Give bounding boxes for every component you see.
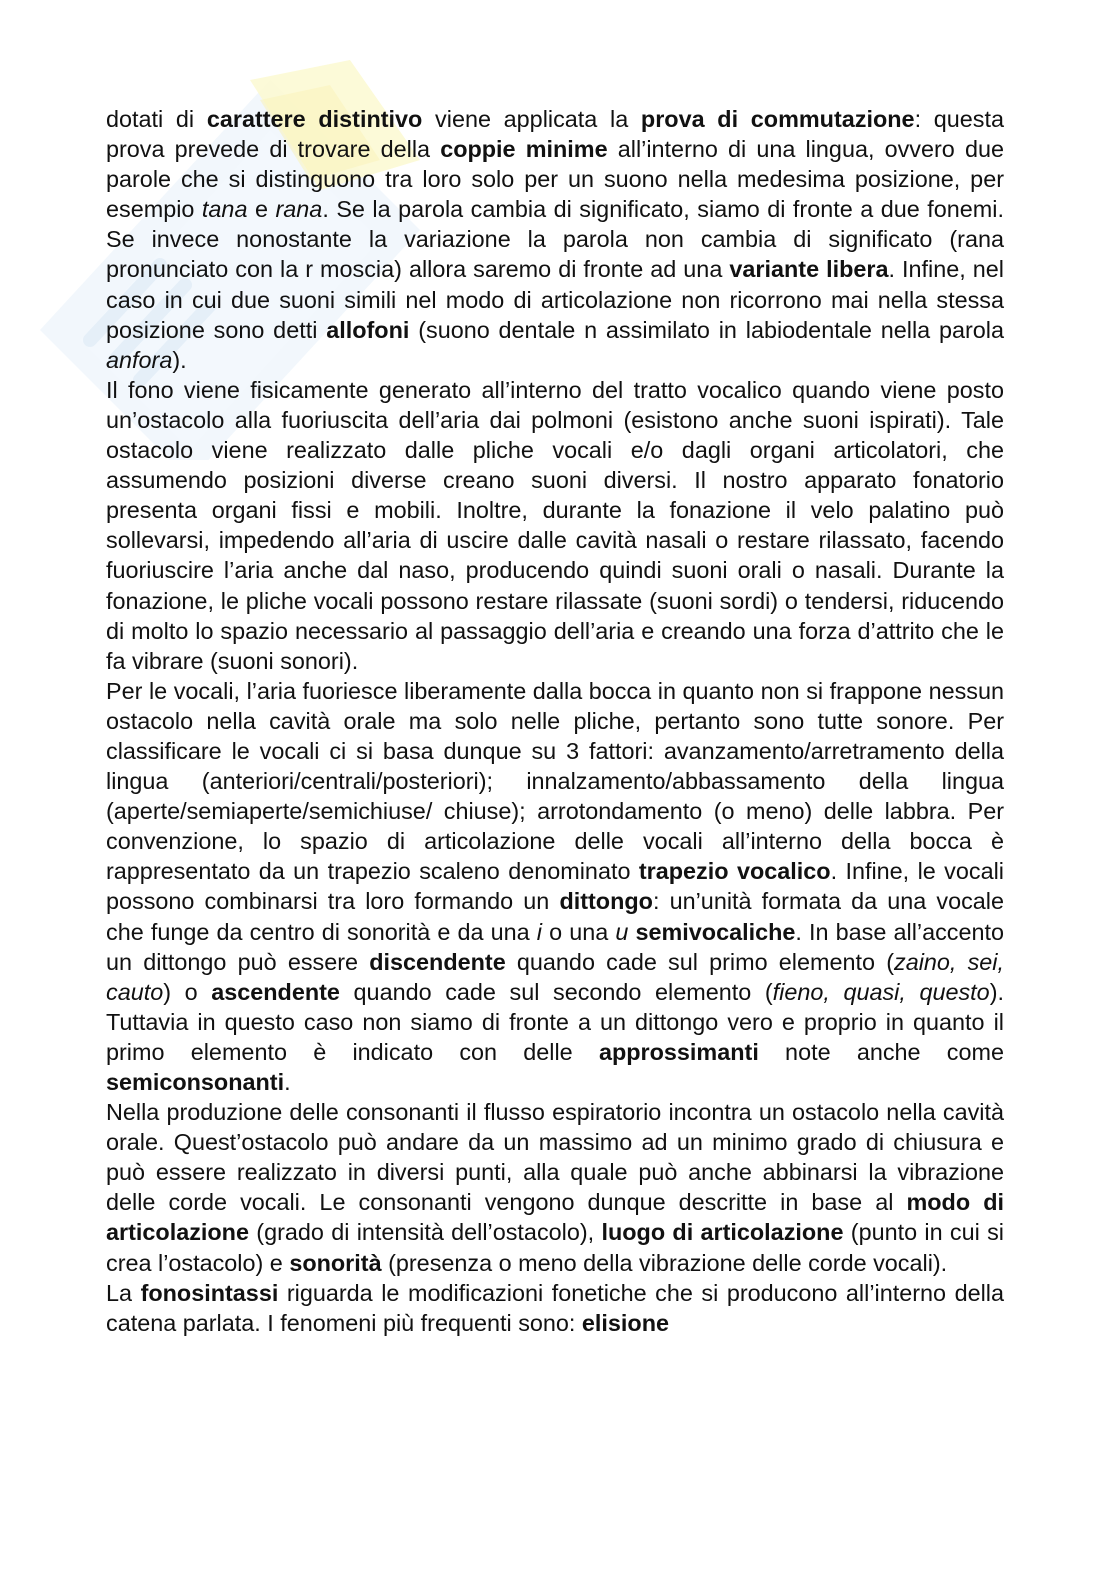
text-run: La (106, 1279, 141, 1306)
bold-term: elisione (581, 1309, 670, 1336)
text-run: e (247, 196, 276, 223)
bold-term: allofoni (326, 316, 410, 343)
bold-term: ascendente (211, 978, 340, 1005)
text-run: (presenza o meno della vibrazione delle corde vocali). (381, 1249, 948, 1276)
text-run: riguarda le modificazioni fonetiche che si producono all’interno della catena parlata. I fenomeni più frequenti sono: (106, 1279, 1004, 1336)
text-run: quando cade sul primo elemento ( (505, 948, 894, 975)
bold-term: dittongo (559, 888, 653, 915)
paragraph-p1 (106, 104, 1004, 375)
bold-term: carattere distintivo (206, 106, 423, 132)
text-run: ). (172, 346, 187, 373)
bold-term: variante libera (729, 256, 889, 283)
bold-term: prova di commutazione (640, 106, 915, 132)
text-run: ) o (163, 978, 212, 1005)
text-run: . Infine, nel caso in cui due suoni simili nel modo di articolazione non ricorrono mai nella stessa posizione sono detti (106, 256, 1004, 343)
text-run: Il fono viene fisicamente generato all’interno del tratto vocalico quando viene posto un’ostacolo alla fuoriuscita dell’aria dai polmoni (esistono anche suoni ispirati). Tale ostacolo viene realizzato dalle pliche vocali e/o dagli organi articolatori, che assumendo posizioni diverse creano suoni diversi. Il nostro apparato fonatorio presenta organi fissi e mobili. Inoltre, durante la fonazione il velo palatino può sollevarsi, impedendo all’aria di uscire dalle cavità nasali o restare rilassato, facendo fuoriuscire l’aria anche dal naso, producendo quindi suoni orali o nasali. Durante la fonazione, le pliche vocali possono restare rilassate (suoni sordi) o tendersi, riducendo di molto lo spazio necessario al passaggio dell’aria e creando una forza d’attrito che le fa vibrare (suoni sonori). (106, 376, 1004, 674)
text-run: . In base all’accento un dittongo può essere (106, 918, 1005, 975)
italic-example: rana (275, 196, 323, 223)
text-run: viene applicata la (422, 106, 641, 132)
text-run: (grado di intensità dell’ostacolo), (248, 1219, 602, 1246)
text-run: all’interno di una lingua, ovvero due parole che si distinguono tra loro solo per un suono nella medesima posizione, per esempio (106, 136, 1004, 223)
bold-term: semivocaliche (635, 918, 796, 945)
text-run: Per le vocali, l’aria fuoriesce liberamente dalla bocca in quanto non si frappone nessun ostacolo nella cavità orale ma solo nelle pliche, pertanto sono tutte sonore. Per classificare le vocali ci si basa dunque su 3 fattori: avanzamento/arretramento della lingua (anteriori/centrali/posteriori); innalzamento/abbassamento della lingua (aperte/semiaperte/semichiuse/ chiuse); arrotondamento (o meno) delle labbra. Per convenzione, lo spazio di articolazione delle vocali all’interno della bocca è rappresentato da un trapezio scaleno denominato (106, 677, 1004, 885)
text-run: quando cade sul secondo elemento ( (339, 978, 773, 1005)
text-run: : un’unità formata da una vocale che funge da centro di sonorità e da una (106, 888, 1004, 945)
bold-term: approssimanti (598, 1038, 759, 1065)
text-run: . (284, 1069, 291, 1095)
text-run: Nella produzione delle consonanti il flusso espiratorio incontra un ostacolo nella cavità orale. Quest’ostacolo può andare da un massimo ad un minimo grado di chiusura e può essere realizzato in diversi punti, alla quale può anche abbinarsi la vibrazione delle corde vocali. Le consonanti vengono dunque descritte in base al (106, 1099, 1004, 1216)
text-run: o una (541, 918, 616, 945)
text-run: (suono dentale n assimilato in labiodentale nella parola (409, 316, 1004, 343)
italic-example: fieno, quasi, questo (772, 978, 990, 1005)
text-run: . Se la parola cambia di significato, siamo di fronte a due fonemi. Se invece nonostante la variazione la parola non cambia di significato (rana pronunciato con la r moscia) allora saremo di fronte ad una (106, 196, 1004, 283)
paragraph-p4 (106, 1097, 1004, 1278)
bold-term: luogo di articolazione (601, 1219, 844, 1246)
italic-example: zaino, sei, cauto (106, 948, 1004, 1005)
text-run: ). Tuttavia in questo caso non siamo di fronte a un dittongo vero e proprio in quanto il primo elemento è indicato con delle (106, 978, 1004, 1065)
document-body (106, 104, 1004, 1338)
bold-term: modo di articolazione (106, 1189, 1004, 1246)
bold-term: discendente (369, 948, 506, 975)
text-run: : questa prova prevede di trovare della (106, 106, 1004, 163)
italic-example: i (536, 918, 542, 945)
text-run: (punto in cui si crea l’ostacolo) e (106, 1219, 1005, 1276)
italic-example: anfora (106, 346, 173, 373)
text-run: dotati di (106, 106, 207, 132)
bold-term: fonosintassi (140, 1279, 279, 1306)
bold-term: semiconsonanti (106, 1069, 285, 1095)
bold-term: trapezio vocalico (638, 858, 831, 885)
text-run: . Infine, le vocali possono combinarsi tra loro formando un (106, 858, 1004, 915)
italic-example: u (615, 918, 629, 945)
paragraph-p3 (106, 676, 1004, 1097)
italic-example: tana (201, 196, 248, 223)
paragraph-p5 (106, 1278, 1004, 1338)
bold-term: coppie minime (440, 136, 608, 163)
bold-term: sonorità (289, 1249, 382, 1276)
paragraph-p2 (106, 375, 1004, 676)
text-run: note anche come (758, 1038, 1004, 1065)
